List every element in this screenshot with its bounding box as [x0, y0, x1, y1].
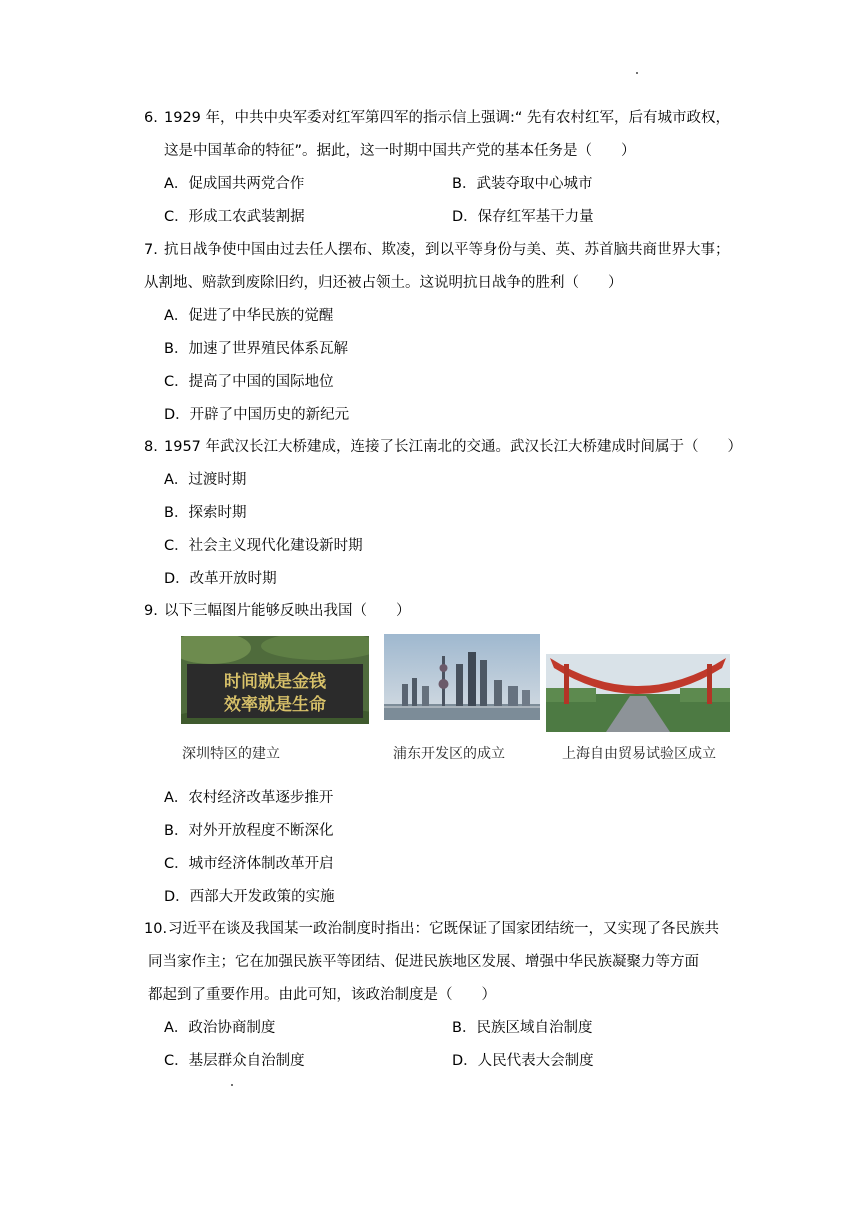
option-letter: A．	[164, 790, 189, 806]
option-letter: C．	[164, 1053, 189, 1069]
option-letter: A．	[164, 472, 189, 488]
option-text: 形成工农武装割据	[188, 209, 305, 225]
option-letter: C．	[164, 374, 189, 390]
option-letter: A．	[164, 176, 189, 192]
option-text: 基层群众自治制度	[188, 1053, 305, 1069]
option-text: 人民代表大会制度	[477, 1053, 594, 1069]
option-d[interactable]	[164, 569, 277, 589]
option-letter: B．	[164, 341, 189, 357]
option-text: 改革开放时期	[189, 571, 277, 587]
option-text: 促成国共两党合作	[188, 176, 305, 192]
option-text: 加速了世界殖民体系瓦解	[188, 341, 348, 357]
option-text: 促进了中华民族的觉醒	[188, 308, 334, 324]
option-text: 民族区域自治制度	[476, 1020, 593, 1036]
option-a[interactable]	[164, 470, 246, 490]
option-letter: D．	[452, 1053, 478, 1069]
option-letter: D．	[164, 407, 190, 423]
option-b[interactable]	[164, 821, 333, 841]
option-text: 探索时期	[188, 505, 247, 521]
option-a[interactable]	[164, 1018, 275, 1038]
option-c[interactable]	[164, 854, 334, 874]
question-number: 6.	[144, 110, 158, 126]
page-mark-bottom	[231, 1084, 233, 1086]
option-text: 保存红军基干力量	[477, 209, 594, 225]
option-a[interactable]	[164, 306, 333, 326]
option-letter: B．	[164, 823, 189, 839]
photo-caption: 深圳特区的建立	[182, 746, 280, 762]
option-text: 对外开放程度不断深化	[188, 823, 334, 839]
shenzhen-sign-photo	[181, 636, 369, 724]
question-stem-line: 1957 年武汉长江大桥建成，连接了长江南北的交通。武汉长江大桥建成时间属于（ ）	[164, 439, 743, 455]
option-text: 提高了中国的国际地位	[188, 374, 334, 390]
option-letter: A．	[164, 1020, 189, 1036]
question-number: 9.	[144, 603, 158, 619]
question-stem-line: 习近平在谈及我国某一政治制度时指出：它既保证了国家团结统一，又实现了各民族共	[168, 921, 719, 937]
option-text: 西部大开发政策的实施	[189, 889, 335, 905]
option-letter: B．	[164, 505, 189, 521]
question-number: 10.	[144, 921, 168, 937]
question-number: 7.	[144, 242, 158, 258]
ftz-gate-photo	[546, 654, 730, 732]
option-c[interactable]	[164, 372, 334, 392]
option-c[interactable]	[164, 207, 305, 227]
option-d[interactable]	[164, 405, 349, 425]
option-d[interactable]	[164, 887, 335, 907]
shenzhen-sign-image	[181, 636, 369, 724]
option-letter: A．	[164, 308, 189, 324]
question-stem-line: 1929 年，中共中央军委对红军第四军的指示信上强调:“ 先有农村红军，后有城市政权，	[164, 110, 731, 126]
option-text: 开辟了中国历史的新纪元	[189, 407, 350, 423]
option-text: 政治协商制度	[188, 1020, 276, 1036]
option-letter: C．	[164, 538, 189, 554]
page-mark-top	[636, 72, 638, 74]
ftz-gate-image	[546, 654, 730, 732]
photo-row	[178, 632, 732, 774]
option-letter: C．	[164, 856, 189, 872]
option-text: 社会主义现代化建设新时期	[188, 538, 363, 554]
photo-caption: 上海自由贸易试验区成立	[562, 746, 716, 762]
question-stem-line: 都起到了重要作用。由此可知，该政治制度是（ ）	[148, 987, 496, 1003]
photo-caption: 浦东开发区的成立	[393, 746, 505, 762]
option-a[interactable]	[164, 788, 333, 808]
pudong-skyline-photo	[384, 634, 540, 720]
question-stem-line: 同当家作主；它在加强民族平等团结、促进民族地区发展、增强中华民族凝聚力等方面	[148, 954, 699, 970]
option-b[interactable]	[164, 339, 348, 359]
question-stem-line: 从割地、赔款到废除旧约，归还被占领土。这说明抗日战争的胜利（ ）	[144, 275, 623, 291]
sign-text-line1: 时间就是金钱	[224, 672, 326, 692]
option-letter: D．	[452, 209, 478, 225]
question-stem-line: 抗日战争使中国由过去任人摆布、欺凌，到以平等身份与美、英、苏首脑共商世界大事；	[164, 242, 730, 258]
option-b[interactable]	[164, 503, 246, 523]
pudong-skyline-image	[384, 634, 540, 720]
question-stem-line: 这是中国革命的特征”。据此，这一时期中国共产党的基本任务是（ ）	[164, 143, 636, 159]
option-letter: C．	[164, 209, 189, 225]
option-letter: D．	[164, 571, 190, 587]
option-a[interactable]	[164, 174, 304, 194]
option-b[interactable]	[452, 174, 592, 194]
question-number: 8.	[144, 439, 158, 455]
option-text: 过渡时期	[188, 472, 247, 488]
option-c[interactable]	[164, 536, 363, 556]
option-text: 城市经济体制改革开启	[188, 856, 334, 872]
option-b[interactable]	[452, 1018, 592, 1038]
option-letter: B．	[452, 1020, 477, 1036]
option-letter: D．	[164, 889, 190, 905]
option-letter: B．	[452, 176, 477, 192]
option-d[interactable]	[452, 1051, 594, 1071]
question-stem-line: 以下三幅图片能够反映出我国（ ）	[164, 603, 411, 619]
option-d[interactable]	[452, 207, 594, 227]
option-text: 农村经济改革逐步推开	[188, 790, 334, 806]
option-text: 武装夺取中心城市	[476, 176, 593, 192]
sign-text-line2: 效率就是生命	[224, 695, 326, 715]
option-c[interactable]	[164, 1051, 305, 1071]
